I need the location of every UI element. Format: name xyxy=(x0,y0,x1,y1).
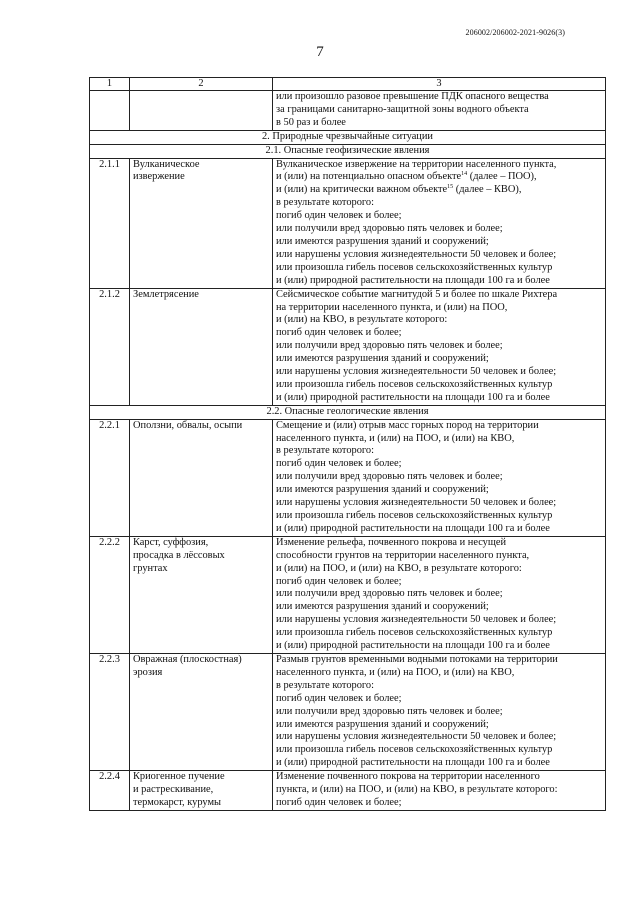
continuation-name-cell xyxy=(130,91,273,131)
criteria-line: погиб один человек и более; xyxy=(276,692,402,704)
criteria-cell xyxy=(273,653,606,770)
section-heading-row xyxy=(90,405,606,419)
row-number: 2.2.1 xyxy=(90,419,130,536)
table-row xyxy=(90,771,606,811)
criteria-line: в результате которого: xyxy=(276,679,375,691)
continuation-row xyxy=(90,91,606,131)
name-line: эрозия xyxy=(133,666,163,678)
criteria-line: на территории населенного пункта, и (или) на ПОО, xyxy=(276,301,508,313)
criteria-line: или имеются разрушения зданий и сооружений; xyxy=(276,353,489,365)
criteria-line: погиб один человек и более; xyxy=(276,575,402,587)
table-row xyxy=(90,653,606,770)
criteria-line: в результате которого: xyxy=(276,197,375,209)
criteria-line: и (или) на ПОО, и (или) на КВО, в результате которого: xyxy=(276,562,522,574)
criteria-line: в 50 раз и более xyxy=(276,116,346,128)
criteria-line: или получили вред здоровью пять человек и более; xyxy=(276,705,503,717)
continuation-num-cell xyxy=(90,91,130,131)
phenomenon-name xyxy=(130,288,273,405)
criteria-line: населенного пункта, и (или) на ПОО, и (или) на КВО, xyxy=(276,432,515,444)
name-line: Карст, суффозия, xyxy=(133,536,209,548)
table-row xyxy=(90,288,606,405)
section-heading-row xyxy=(90,130,606,144)
criteria-cell xyxy=(273,419,606,536)
criteria-line: или нарушены условия жизнедеятельности 50 человек и более; xyxy=(276,731,557,743)
criteria-text: и (или) на потенциально опасном объекте xyxy=(276,171,462,183)
criteria-text: и (или) на критически важном объекте xyxy=(276,184,448,196)
phenomenon-name xyxy=(130,536,273,653)
name-line: Оползни, обвалы, осыпи xyxy=(133,419,243,431)
criteria-line: или произошла гибель посевов сельскохозяйственных культур xyxy=(276,261,553,273)
criteria-line xyxy=(276,184,602,197)
row-number: 2.1.2 xyxy=(90,288,130,405)
criteria-line: погиб один человек и более; xyxy=(276,210,402,222)
criteria-line: или имеются разрушения зданий и сооружений; xyxy=(276,484,489,496)
criteria-line: или получили вред здоровью пять человек и более; xyxy=(276,471,503,483)
criteria-cell xyxy=(273,158,606,288)
criteria-text: (далее – ПОО), xyxy=(467,171,537,183)
row-number: 2.2.3 xyxy=(90,653,130,770)
criteria-line: в результате которого: xyxy=(276,445,375,457)
column-header-row xyxy=(90,78,606,91)
criteria-line: Изменение рельефа, почвенного покрова и несущей xyxy=(276,536,507,548)
table-row xyxy=(90,158,606,288)
criteria-line: или нарушены условия жизнедеятельности 50 человек и более; xyxy=(276,614,557,626)
row-number: 2.1.1 xyxy=(90,158,130,288)
criteria-line xyxy=(276,171,602,184)
name-line: Землетрясение xyxy=(133,288,199,300)
criteria-line: Вулканическое извержение на территории населенного пункта, xyxy=(276,158,557,170)
criteria-line: или имеются разрушения зданий и сооружений; xyxy=(276,601,489,613)
phenomenon-name xyxy=(130,771,273,811)
criteria-line: или произошла гибель посевов сельскохозяйственных культур xyxy=(276,510,553,521)
phenomenon-name xyxy=(130,158,273,288)
criteria-line: и (или) природной растительности на площади 100 га и более xyxy=(276,391,550,403)
criteria-line: или произошла гибель посевов сельскохозяйственных культур xyxy=(276,378,553,390)
criteria-line: или получили вред здоровью пять человек и более; xyxy=(276,340,503,352)
criteria-line: пункта, и (или) на ПОО, и (или) на КВО, в результате которого: xyxy=(276,784,558,796)
section-heading-2-1: 2.1. Опасные геофизические явления xyxy=(90,144,606,158)
criteria-line: или нарушены условия жизнедеятельности 50 человек и более; xyxy=(276,497,557,509)
criteria-line: или нарушены условия жизнедеятельности 50 человек и более; xyxy=(276,366,557,378)
criteria-line: способности грунтов на территории населенного пункта, xyxy=(276,549,530,561)
document-id: 206002/206002-2021-9026(3) xyxy=(465,28,565,37)
criteria-line: или произошло разовое превышение ПДК опасного вещества xyxy=(276,91,549,102)
criteria-line: погиб один человек и более; xyxy=(276,796,402,808)
name-line: извержение xyxy=(133,171,185,183)
name-line: и растрескивание, xyxy=(133,784,214,796)
criteria-line: погиб один человек и более; xyxy=(276,458,402,470)
table-row xyxy=(90,536,606,653)
name-line: Криогенное пучение xyxy=(133,771,225,783)
column-header-2: 2 xyxy=(130,78,273,91)
criteria-cell xyxy=(273,288,606,405)
name-line: грунтах xyxy=(133,562,168,574)
name-line: просадка в лёссовых xyxy=(133,549,225,561)
column-header-1: 1 xyxy=(90,78,130,91)
phenomenon-name xyxy=(130,419,273,536)
criteria-line: или произошла гибель посевов сельскохозяйственных культур xyxy=(276,627,553,639)
criteria-line: Смещение и (или) отрыв масс горных пород на территории xyxy=(276,419,539,431)
criteria-line: за границами санитарно-защитной зоны водного объекта xyxy=(276,103,529,115)
criteria-line: или имеются разрушения зданий и сооружений; xyxy=(276,235,489,247)
criteria-cell xyxy=(273,771,606,811)
footnote-ref: 14 xyxy=(461,171,468,178)
emergency-criteria-table xyxy=(89,77,606,811)
criteria-line: или получили вред здоровью пять человек и более; xyxy=(276,588,503,600)
criteria-line: Сейсмическое событие магнитудой 5 и более по шкале Рихтера xyxy=(276,288,558,300)
criteria-line: или произошла гибель посевов сельскохозяйственных культур xyxy=(276,744,553,756)
row-number: 2.2.2 xyxy=(90,536,130,653)
section-heading-2-2: 2.2. Опасные геологические явления xyxy=(90,405,606,419)
name-line: Овражная (плоскостная) xyxy=(133,653,242,665)
name-line: Вулканическое xyxy=(133,158,200,170)
table-row xyxy=(90,419,606,536)
continuation-criteria-cell xyxy=(273,91,606,131)
criteria-line: и (или) природной растительности на площади 100 га и более xyxy=(276,522,550,534)
name-line: термокарст, курумы xyxy=(133,796,221,808)
criteria-line: населенного пункта, и (или) на ПОО, и (или) на КВО, xyxy=(276,666,515,678)
footnote-ref: 15 xyxy=(447,184,454,191)
criteria-line: или нарушены условия жизнедеятельности 50 человек и более; xyxy=(276,248,557,260)
criteria-line: погиб один человек и более; xyxy=(276,327,402,339)
criteria-line: и (или) природной растительности на площади 100 га и более xyxy=(276,274,550,286)
criteria-text: (далее – КВО), xyxy=(453,184,522,196)
section-heading-2: 2. Природные чрезвычайные ситуации xyxy=(90,130,606,144)
criteria-line: Изменение почвенного покрова на территории населенного xyxy=(276,771,540,783)
criteria-line: Размыв грунтов временными водными потоками на территории xyxy=(276,653,558,665)
criteria-line: и (или) природной растительности на площади 100 га и более xyxy=(276,757,550,769)
criteria-cell xyxy=(273,536,606,653)
section-heading-row xyxy=(90,144,606,158)
phenomenon-name xyxy=(130,653,273,770)
page-number: 7 xyxy=(316,44,324,60)
criteria-line: или получили вред здоровью пять человек и более; xyxy=(276,223,503,235)
criteria-line: и (или) природной растительности на площади 100 га и более xyxy=(276,640,550,652)
row-number: 2.2.4 xyxy=(90,771,130,811)
criteria-line: и (или) на КВО, в результате которого: xyxy=(276,314,448,326)
column-header-3: 3 xyxy=(273,78,606,91)
criteria-line: или имеются разрушения зданий и сооружений; xyxy=(276,718,489,730)
